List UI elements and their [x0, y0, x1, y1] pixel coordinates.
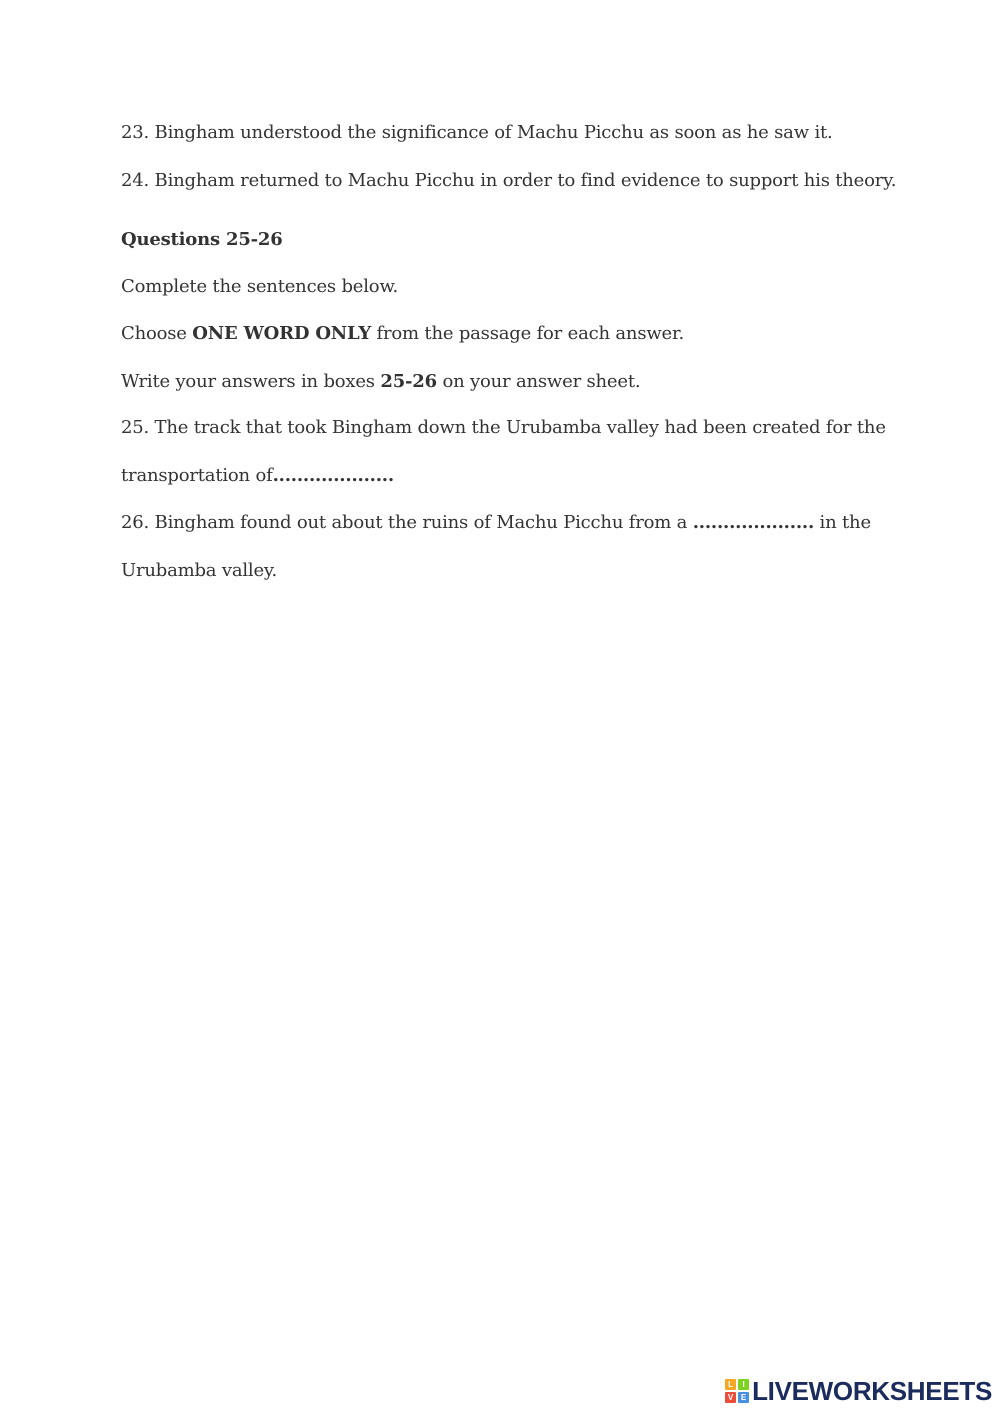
- question-25-line-1: 25. The track that took Bingham down the Urubamba valley had been created for the: [121, 417, 886, 438]
- answer-blank-26[interactable]: ....................: [692, 512, 815, 533]
- question-25-line-2: [121, 464, 394, 488]
- statement-23: 23. Bingham understood the significance of Machu Picchu as soon as he saw it.: [121, 122, 833, 143]
- logo-blocks-icon: [725, 1379, 749, 1403]
- question-26-line-1: [121, 511, 871, 535]
- question-26-line-1-pre: 26. Bingham found out about the ruins of Machu Picchu from a: [121, 512, 693, 533]
- instruction-choose-post: from the passage for each answer.: [371, 323, 684, 344]
- instruction-write-post: on your answer sheet.: [436, 371, 641, 392]
- logo-block: V: [725, 1392, 736, 1403]
- question-25-line-2-text: transportation of: [121, 465, 273, 486]
- instruction-write: [121, 370, 640, 394]
- instruction-complete: Complete the sentences below.: [121, 276, 399, 297]
- instruction-write-pre: Write your answers in boxes: [121, 371, 381, 392]
- logo-block: L: [725, 1379, 736, 1390]
- instruction-choose-pre: Choose: [121, 323, 193, 344]
- statement-24: 24. Bingham returned to Machu Picchu in order to find evidence to support his theory.: [121, 170, 897, 191]
- instruction-choose: [121, 322, 684, 346]
- logo-text: LIVEWORKSHEETS: [752, 1375, 992, 1406]
- answer-blank-25[interactable]: ....................: [272, 465, 394, 486]
- instruction-choose-emphasis: ONE WORD ONLY: [192, 323, 372, 344]
- question-26-line-1-post: in the: [814, 512, 871, 533]
- liveworksheets-logo: [725, 1377, 992, 1405]
- question-26-line-2: Urubamba valley.: [121, 560, 278, 581]
- worksheet-page: [121, 0, 897, 1413]
- logo-block: I: [738, 1379, 749, 1390]
- instruction-write-boxes: 25-26: [380, 371, 437, 392]
- section-heading: Questions 25-26: [121, 229, 283, 250]
- logo-block: E: [738, 1392, 749, 1403]
